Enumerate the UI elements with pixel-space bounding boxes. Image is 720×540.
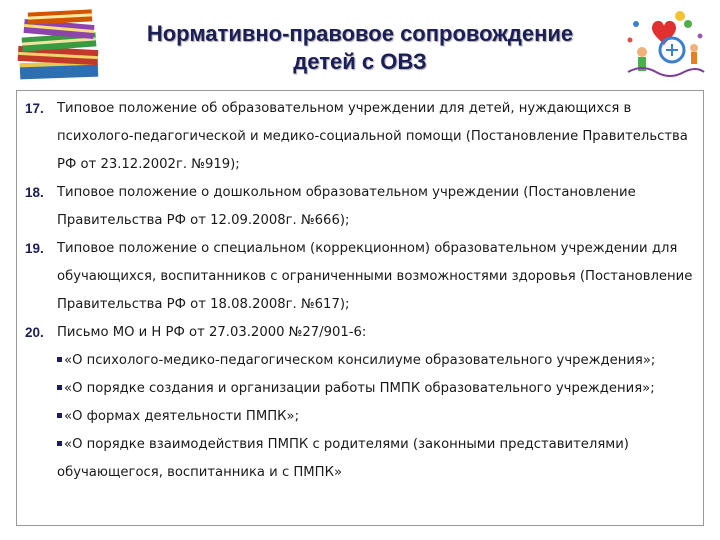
books-illustration <box>14 8 106 84</box>
list-item-19 <box>25 235 695 319</box>
item-text-line: Типовое положение об образовательном учреждении для детей, нуждающихся в <box>57 101 632 116</box>
item-text-line: психолого-педагогической и медико-социальной помощи (Постановление Правительства <box>57 129 688 144</box>
sub-bullet-item <box>57 375 695 403</box>
title-line-1: Нормативно-правовое сопровождение <box>146 21 574 46</box>
sub-bullet-item <box>57 403 695 431</box>
slide-title <box>110 20 610 76</box>
content-box <box>16 90 704 526</box>
sub-bullet-item <box>57 347 695 375</box>
item-text-line: Типовое положение о дошкольном образовательном учреждении (Постановление <box>57 185 636 200</box>
list-item-18 <box>25 179 695 235</box>
children-heart-illustration <box>622 6 706 82</box>
item-text-line: Правительства РФ от 12.09.2008г. №666); <box>57 213 350 228</box>
item-number: 19. <box>25 241 44 256</box>
item-number: 18. <box>25 185 44 200</box>
square-bullet-icon <box>57 413 62 418</box>
item-text-line: обучающихся, воспитанников с ограниченными возможностями здоровья (Постановление <box>57 269 693 284</box>
title-line-2: детей с ОВЗ <box>293 49 427 74</box>
item-text-line: Письмо МО и Н РФ от 27.03.2000 №27/901-6: <box>57 325 367 340</box>
sub-bullet-text: «О порядке взаимодействия ПМПК с родителями (законными представителями) <box>64 437 629 452</box>
item-number: 17. <box>25 101 44 116</box>
sub-bullet-text: «О порядке создания и организации работы ПМПК образовательного учреждения»; <box>64 381 655 396</box>
square-bullet-icon <box>57 441 62 446</box>
square-bullet-icon <box>57 385 62 390</box>
list-item-20 <box>25 319 695 487</box>
list-item-17 <box>25 95 695 179</box>
item-text-line: Типовое положение о специальном (коррекционном) образовательном учреждении для <box>57 241 678 256</box>
sub-bullet-item <box>57 431 695 459</box>
item-number: 20. <box>25 325 44 340</box>
sub-bullet-text: «О психолого-медико-педагогическом консилиуме образовательного учреждения»; <box>64 353 656 368</box>
item-text-line: обучающегося, воспитанника и с ПМПК» <box>57 465 343 480</box>
square-bullet-icon <box>57 357 62 362</box>
regulations-list <box>25 95 695 487</box>
item-text-line: РФ от 23.12.2002г. №919); <box>57 157 240 172</box>
item-text-line: Правительства РФ от 18.08.2008г. №617); <box>57 297 350 312</box>
sub-bullet-text: «О формах деятельности ПМПК»; <box>64 409 300 424</box>
